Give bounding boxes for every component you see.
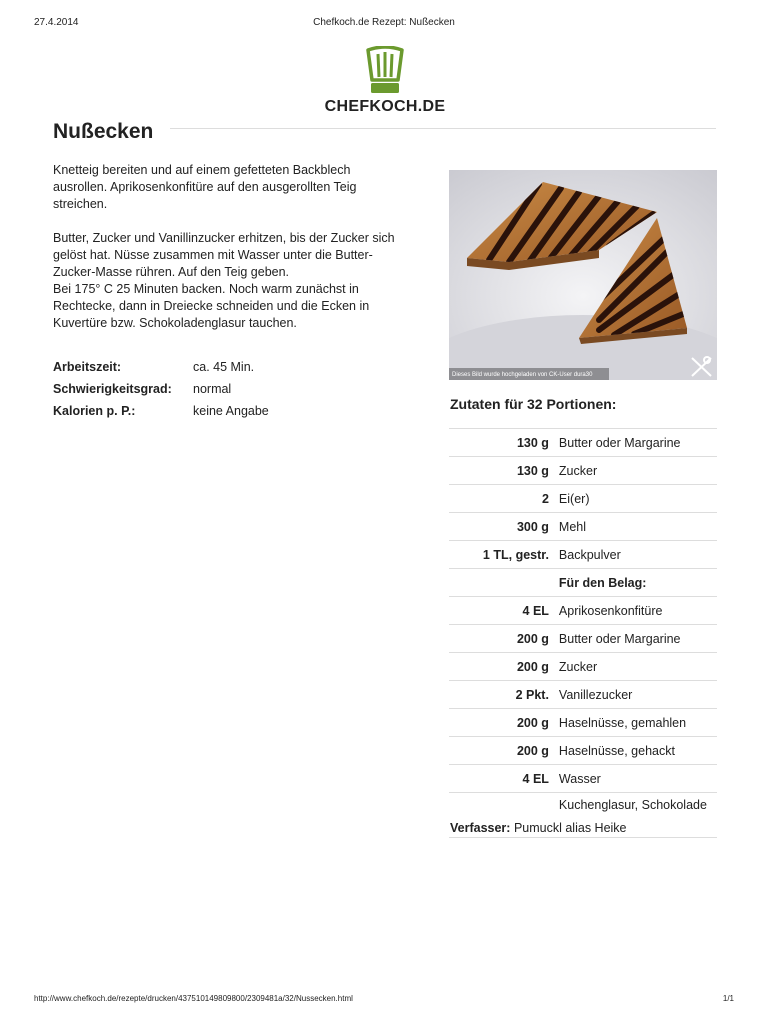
ingredient-row xyxy=(449,765,717,793)
ingredient-name: Vanillezucker xyxy=(559,681,717,709)
meta-value: ca. 45 Min. xyxy=(193,360,255,374)
ingredient-quantity: 300 g xyxy=(449,513,559,541)
recipe-photo xyxy=(449,170,717,380)
ingredient-quantity: 130 g xyxy=(449,429,559,457)
ingredient-name: Aprikosenkonfitüre xyxy=(559,597,717,625)
recipe-instructions xyxy=(53,162,408,349)
nussecken-photo-illustration xyxy=(449,170,717,380)
ingredient-row xyxy=(449,513,717,541)
ingredient-name: Kuchenglasur, Schokolade xyxy=(559,793,717,838)
ingredient-name: Butter oder Margarine xyxy=(559,625,717,653)
recipe-title: Nußecken xyxy=(53,120,154,143)
ingredient-row xyxy=(449,653,717,681)
ingredient-quantity: 2 Pkt. xyxy=(449,681,559,709)
recipe-meta-table xyxy=(53,360,269,426)
ingredient-quantity: 200 g xyxy=(449,625,559,653)
meta-row xyxy=(53,382,269,404)
author-label: Verfasser: xyxy=(450,821,511,835)
ingredient-row xyxy=(449,709,717,737)
ingredient-section-row xyxy=(449,569,717,597)
ingredients-table xyxy=(449,428,717,838)
author-line xyxy=(450,821,627,835)
meta-label: Schwierigkeitsgrad: xyxy=(53,382,172,396)
ingredient-name: Für den Belag: xyxy=(559,569,717,597)
ingredient-quantity: 2 xyxy=(449,485,559,513)
ingredient-row xyxy=(449,597,717,625)
logo-text: CHEFKOCH.DE xyxy=(324,98,446,115)
title-divider xyxy=(170,128,716,129)
meta-label: Arbeitszeit: xyxy=(53,360,122,374)
ingredient-row xyxy=(449,429,717,457)
ingredient-name: Haselnüsse, gemahlen xyxy=(559,709,717,737)
meta-label: Kalorien p. P.: xyxy=(53,404,136,418)
ingredient-row xyxy=(449,457,717,485)
ingredients-title: Zutaten für 32 Portionen: xyxy=(450,396,617,412)
instruction-paragraph: Knetteig bereiten und auf einem gefetteten Backblech ausrollen. Aprikosenkonfitüre auf den ausgerollten Teig streichen. xyxy=(53,163,357,211)
image-credit: Dieses Bild wurde hochgeladen von CK-User dura30 xyxy=(452,372,593,378)
ingredient-quantity: 4 EL xyxy=(449,765,559,793)
ingredient-row xyxy=(449,485,717,513)
ingredient-quantity: 4 EL xyxy=(449,597,559,625)
ingredient-name: Backpulver xyxy=(559,541,717,569)
footer-page-number: 1/1 xyxy=(722,994,734,1003)
ingredient-name: Zucker xyxy=(559,457,717,485)
instruction-paragraph: Butter, Zucker und Vanillinzucker erhitzen, bis der Zucker sich gelöst hat. Nüsse zusammen mit Wasser unter die Butter-Zucker-Masse rühren. Auf den Teig geben. Bei 175° C 25 Minuten backen. Noch warm zunächst in Rechtecke, dann in Dreiecke schneiden und die Ecken in Kuvertüre bzw. Schokoladenglasur tauchen. xyxy=(53,231,395,330)
print-page-title: Chefkoch.de Rezept: Nußecken xyxy=(313,17,455,28)
ingredient-quantity xyxy=(449,569,559,597)
ingredient-row xyxy=(449,737,717,765)
ingredient-row xyxy=(449,541,717,569)
meta-value: normal xyxy=(193,382,232,396)
meta-row xyxy=(53,360,269,382)
meta-row xyxy=(53,404,269,426)
ingredient-row xyxy=(449,625,717,653)
ingredient-quantity: 200 g xyxy=(449,709,559,737)
ingredient-name: Haselnüsse, gehackt xyxy=(559,737,717,765)
footer-url[interactable]: http://www.chefkoch.de/rezepte/drucken/437510149809800/2309481a/32/Nussecken.html xyxy=(34,994,353,1003)
ingredient-row xyxy=(449,681,717,709)
ingredient-quantity: 200 g xyxy=(449,737,559,765)
ingredient-name: Wasser xyxy=(559,765,717,793)
ingredient-quantity: 130 g xyxy=(449,457,559,485)
ingredient-name: Zucker xyxy=(559,653,717,681)
ingredient-name: Butter oder Margarine xyxy=(559,429,717,457)
meta-value: keine Angabe xyxy=(193,404,269,418)
ingredient-name: Ei(er) xyxy=(559,485,717,513)
ingredient-name: Mehl xyxy=(559,513,717,541)
print-date: 27.4.2014 xyxy=(34,17,79,28)
author-name[interactable]: Pumuckl alias Heike xyxy=(513,821,627,835)
chef-hat-icon xyxy=(364,46,406,96)
ingredient-quantity: 1 TL, gestr. xyxy=(449,541,559,569)
ingredient-quantity: 200 g xyxy=(449,653,559,681)
chefkoch-logo[interactable] xyxy=(322,46,448,116)
